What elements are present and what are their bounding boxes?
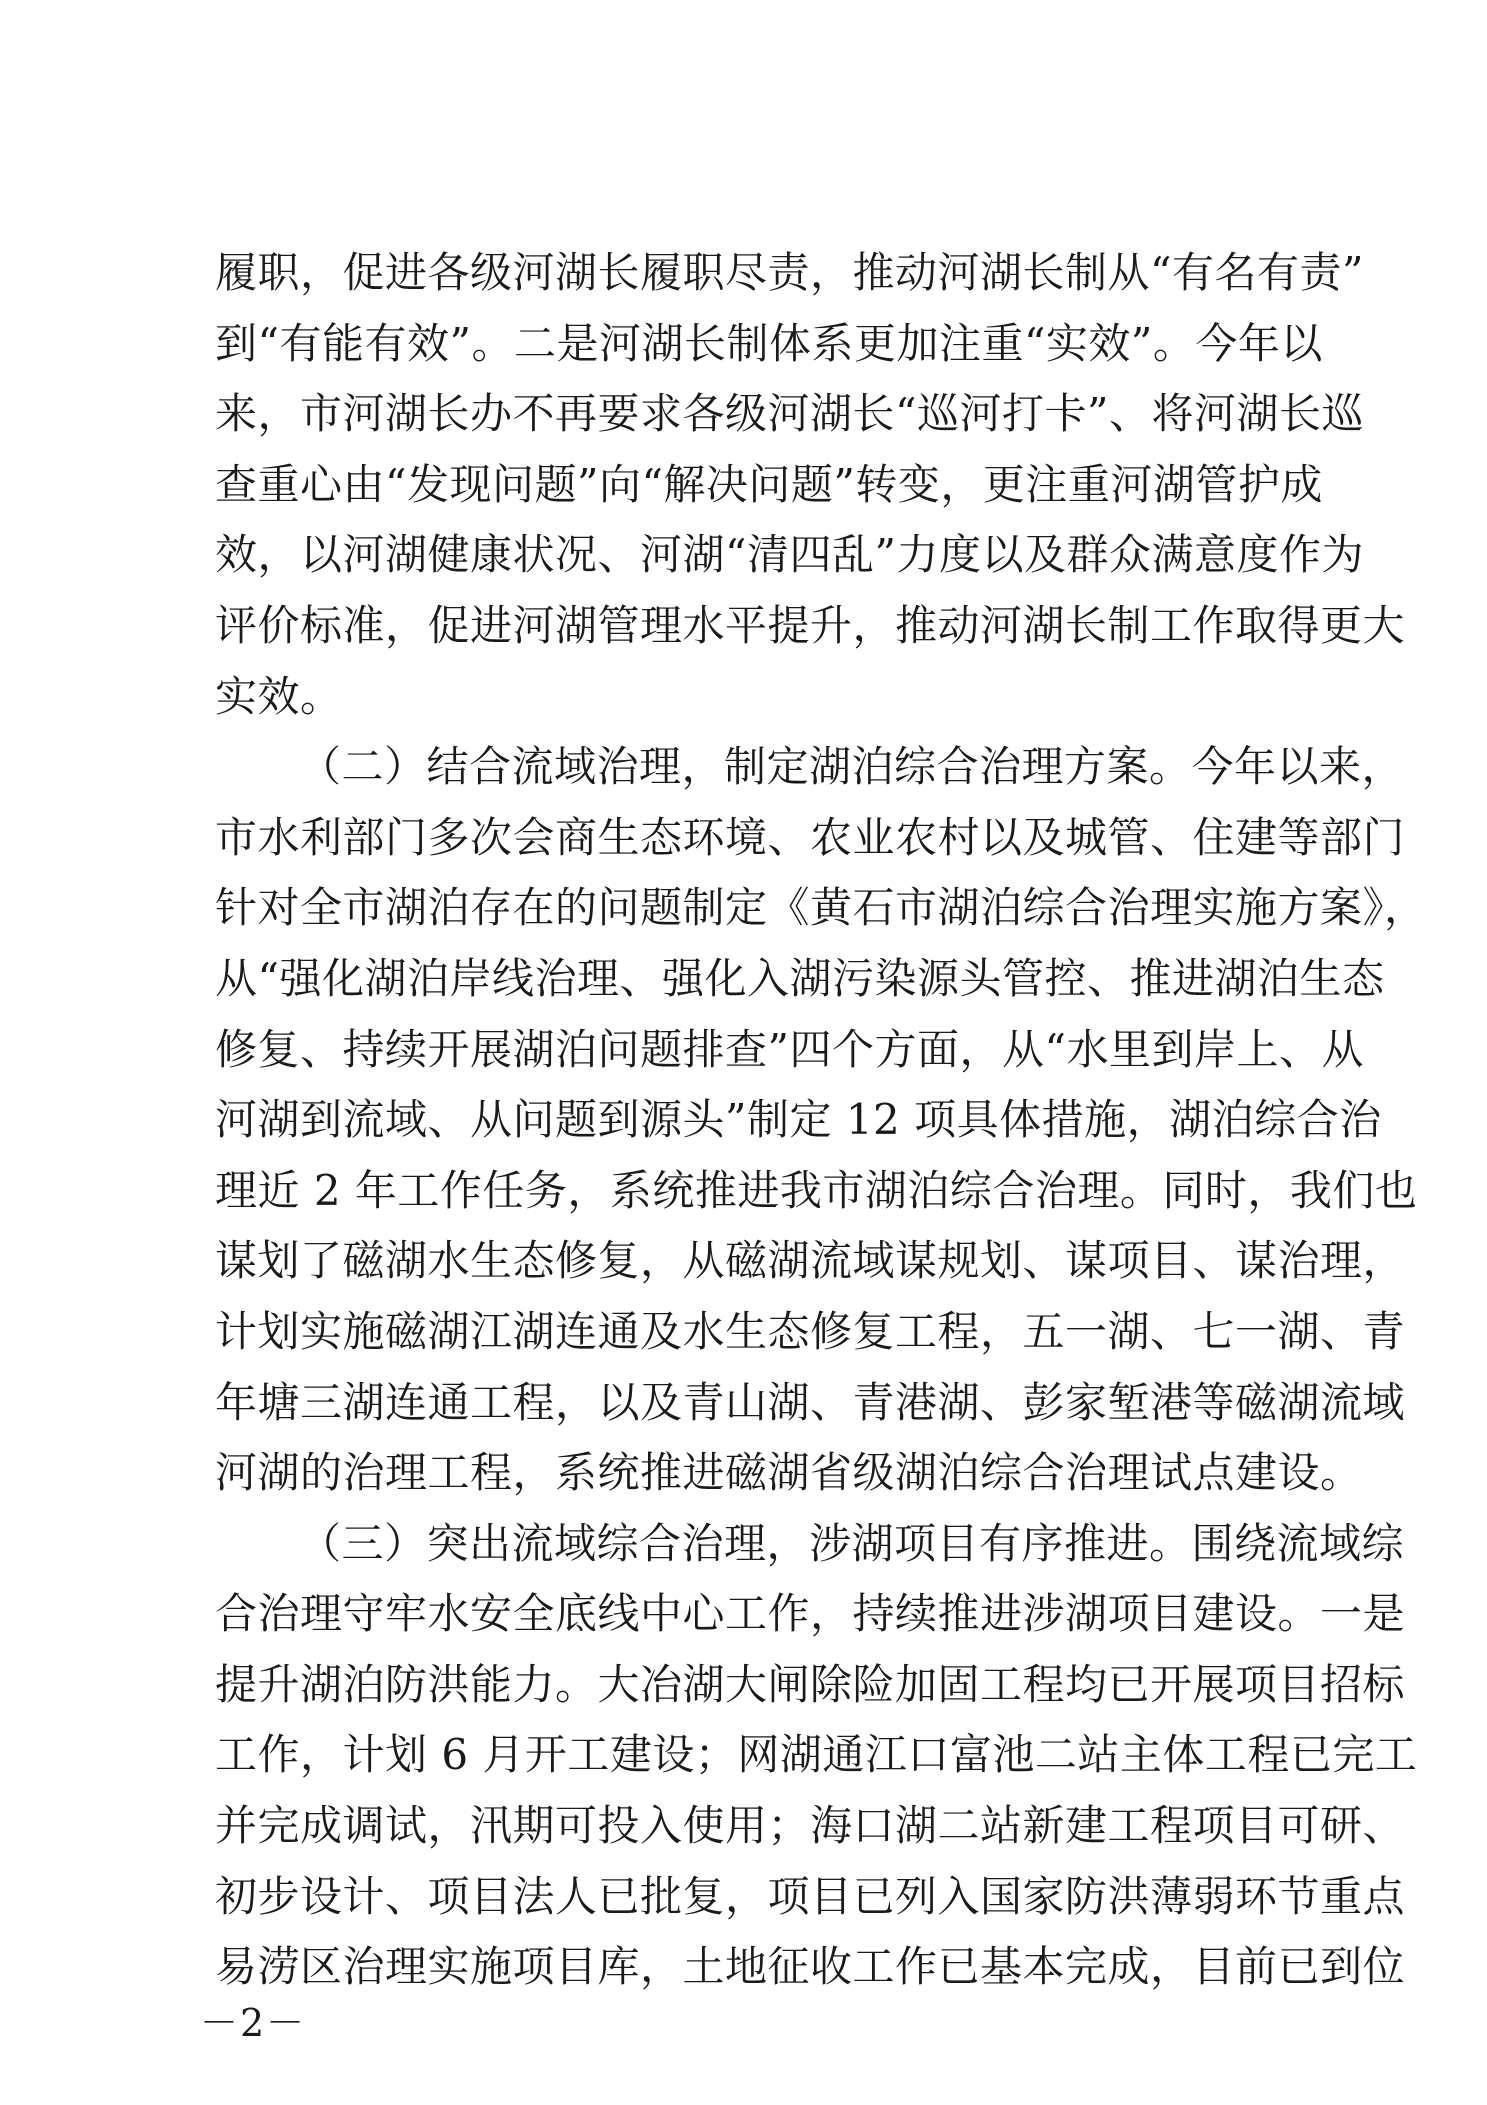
text-line: 提升湖泊防洪能力。大冶湖大闸除险加固工程均已开展项目招标 xyxy=(215,1659,1406,1709)
text-line: 工作，计划 6 月开工建设；网湖通江口富池二站主体工程已完工 xyxy=(215,1730,1418,1780)
section-heading-line: （三）突出流域综合治理，涉湖项目有序推进。围绕流域综 xyxy=(299,1518,1405,1568)
paragraph-2 xyxy=(215,732,1427,1509)
text-line: 效，以河湖健康状况、河湖“清四乱”力度以及群众满意度作为 xyxy=(215,530,1364,580)
text-line: 河湖到流域、从问题到源头”制定 12 项具体措施，湖泊综合治 xyxy=(215,1095,1382,1145)
text-line: 理近 2 年工作任务，系统推进我市湖泊综合治理。同时，我们也 xyxy=(215,1165,1418,1215)
text-line: 评价标准，促进河湖管理水平提升，推动河湖长制工作取得更大 xyxy=(215,600,1406,650)
text-line: 谋划了磁湖水生态修复，从磁湖流域谋规划、谋项目、谋治理， xyxy=(215,1236,1406,1286)
section-heading-line: （二）结合流域治理，制定湖泊综合治理方案。今年以来， xyxy=(299,742,1405,792)
text-line: 实效。 xyxy=(215,671,343,721)
text-line: 查重心由“发现问题”向“解决问题”转变，更注重河湖管护成 xyxy=(215,459,1323,509)
text-line: 合治理守牢水安全底线中心工作，持续推进涉湖项目建设。一是 xyxy=(215,1589,1406,1639)
text-line: 修复、持续开展湖泊问题排查”四个方面，从“水里到岸上、从 xyxy=(215,1024,1364,1074)
text-line: 并完成调试，汛期可投入使用；海口湖二站新建工程项目可研、 xyxy=(215,1801,1406,1851)
text-line: 来，市河湖长办不再要求各级河湖长“巡河打卡”、将河湖长巡 xyxy=(215,389,1364,439)
text-line: 计划实施磁湖江湖连通及水生态修复工程，五一湖、七一湖、青 xyxy=(215,1306,1406,1356)
text-line: 河湖的治理工程，系统推进磁湖省级湖泊综合治理试点建设。 xyxy=(215,1448,1363,1498)
document-body xyxy=(215,238,1427,2003)
paragraph-1 xyxy=(215,238,1406,732)
text-line: 初步设计、项目法人已批复，项目已列入国家防洪薄弱环节重点 xyxy=(215,1871,1406,1921)
text-line: 易涝区治理实施项目库，土地征收工作已基本完成，目前已到位 xyxy=(215,1942,1406,1992)
text-line: 到“有能有效”。二是河湖长制体系更加注重“实效”。今年以 xyxy=(215,318,1323,368)
page-number: －2－ xyxy=(200,2001,307,2045)
text-line: 从“强化湖泊岸线治理、强化入湖污染源头管控、推进湖泊生态 xyxy=(215,953,1385,1003)
paragraph-3 xyxy=(215,1509,1418,2003)
text-line: 年塘三湖连通工程，以及青山湖、青港湖、彭家堑港等磁湖流域 xyxy=(215,1377,1406,1427)
text-line: 履职，促进各级河湖长履职尽责，推动河湖长制从“有名有责” xyxy=(215,248,1364,297)
text-line: 市水利部门多次会商生态环境、农业农村以及城管、住建等部门 xyxy=(215,812,1406,862)
text-line: 针对全市湖泊存在的问题制定《黄石市湖泊综合治理实施方案》， xyxy=(215,883,1427,933)
